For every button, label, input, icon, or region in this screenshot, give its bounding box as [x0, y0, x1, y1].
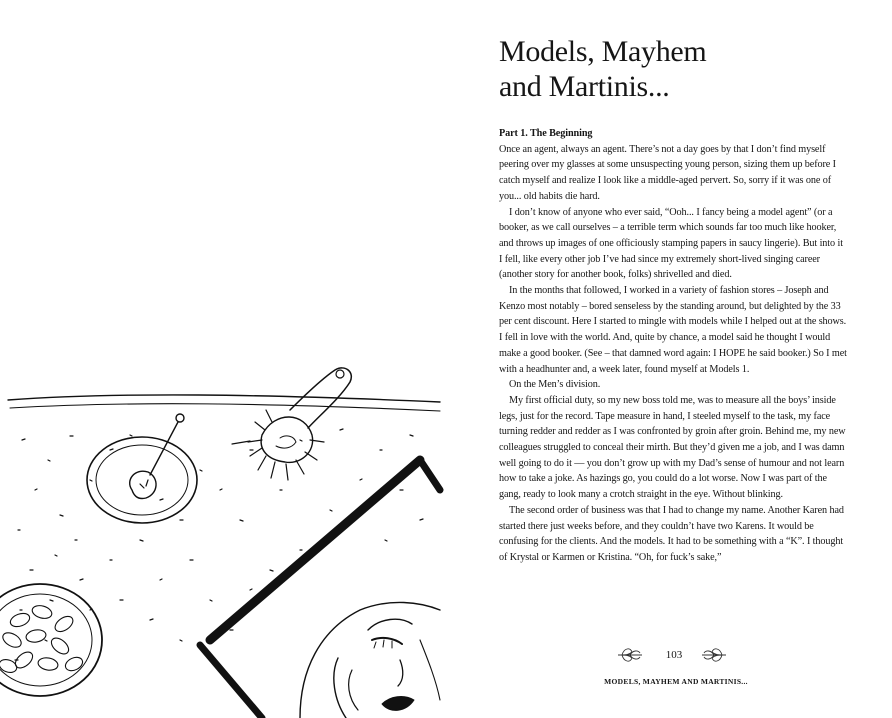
chapter-title-line-1: Models, Mayhem [499, 35, 707, 68]
page-footer [446, 640, 892, 686]
chapter-title-line-2: and Martinis... [499, 70, 670, 103]
martini-glass [87, 437, 197, 523]
paragraph: My first official duty, so my new boss told me, was to measure all the boys’ inside legs, just for the record. Tape measure in hand, I steeled myself to the task, my face turning redder and redder as I was confronted by groin after groin. Behind me, my new colleagues struggled to conceal their mirth. But they’d given me a job, and I was damn well going to do it — you don’t grow up with my Dad’s sense of humour and not learn how to take a joke. As hazings go, you could do a lot worse. Now I was part of the gang, ready to look many a crotch straight in the eye. Without blinking. [499, 394, 846, 501]
table-speckles [15, 429, 423, 660]
page-number: 103 [665, 649, 683, 661]
body-text [499, 126, 847, 566]
section-heading: Part 1. The Beginning [499, 128, 593, 139]
running-head: MODELS, MAYHEM AND MARTINIS... [604, 677, 748, 686]
martini-table-illustration [0, 340, 446, 718]
paragraph: In the months that followed, I worked in a variety of fashion stores – Joseph and Kenzo most notably – bored senseless by the standing around, but delighted by the 33 per cent discount. Here I started to mingle with models while I helped out at the shows. I fell in love with the world. And, quite by chance, a model said he thought I would make a good booker. (See – that damned word again: I HOPE he said booker.) So I met with a headhunter and, a week later, found myself at Models 1. [499, 285, 847, 375]
right-page [446, 0, 892, 718]
paragraph: I don’t know of anyone who ever said, “Ooh... I fancy being a model agent” (or a booker, as we call ourselves – a terrible term which sounds far too much like hooker, and throws up images of one officiously stamping papers in saucy lingerie). But into it I fell, like every other job I’ve had since my extremely short-lived singing career (another story for another book, folks) shrivelled and died. [499, 206, 843, 281]
paragraph: Once an agent, always an agent. There’s not a day goes by that I don’t find myself peering over my glasses at some unsuspecting young person, sizing them up before I catch myself and realize I look like a middle-aged pervert. So, sorry if it was one of you... old habits die hard. [499, 143, 836, 202]
paragraph: On the Men’s division. [509, 379, 601, 391]
leaf-sprig-icon [700, 644, 728, 666]
face-sketch [300, 602, 440, 718]
paragraph: The second order of business was that I had to change my name. Another Karen had started there just weeks before, and they couldn’t have two Karens. It would be confusing for the clients. And the models. It had to be something with a “K”. I thought of Krystal or Karmen or Kristina. “Oh, for fuck’s sake,” [499, 504, 844, 563]
chapter-title [499, 34, 859, 104]
leaf-sprig-icon [616, 644, 644, 666]
